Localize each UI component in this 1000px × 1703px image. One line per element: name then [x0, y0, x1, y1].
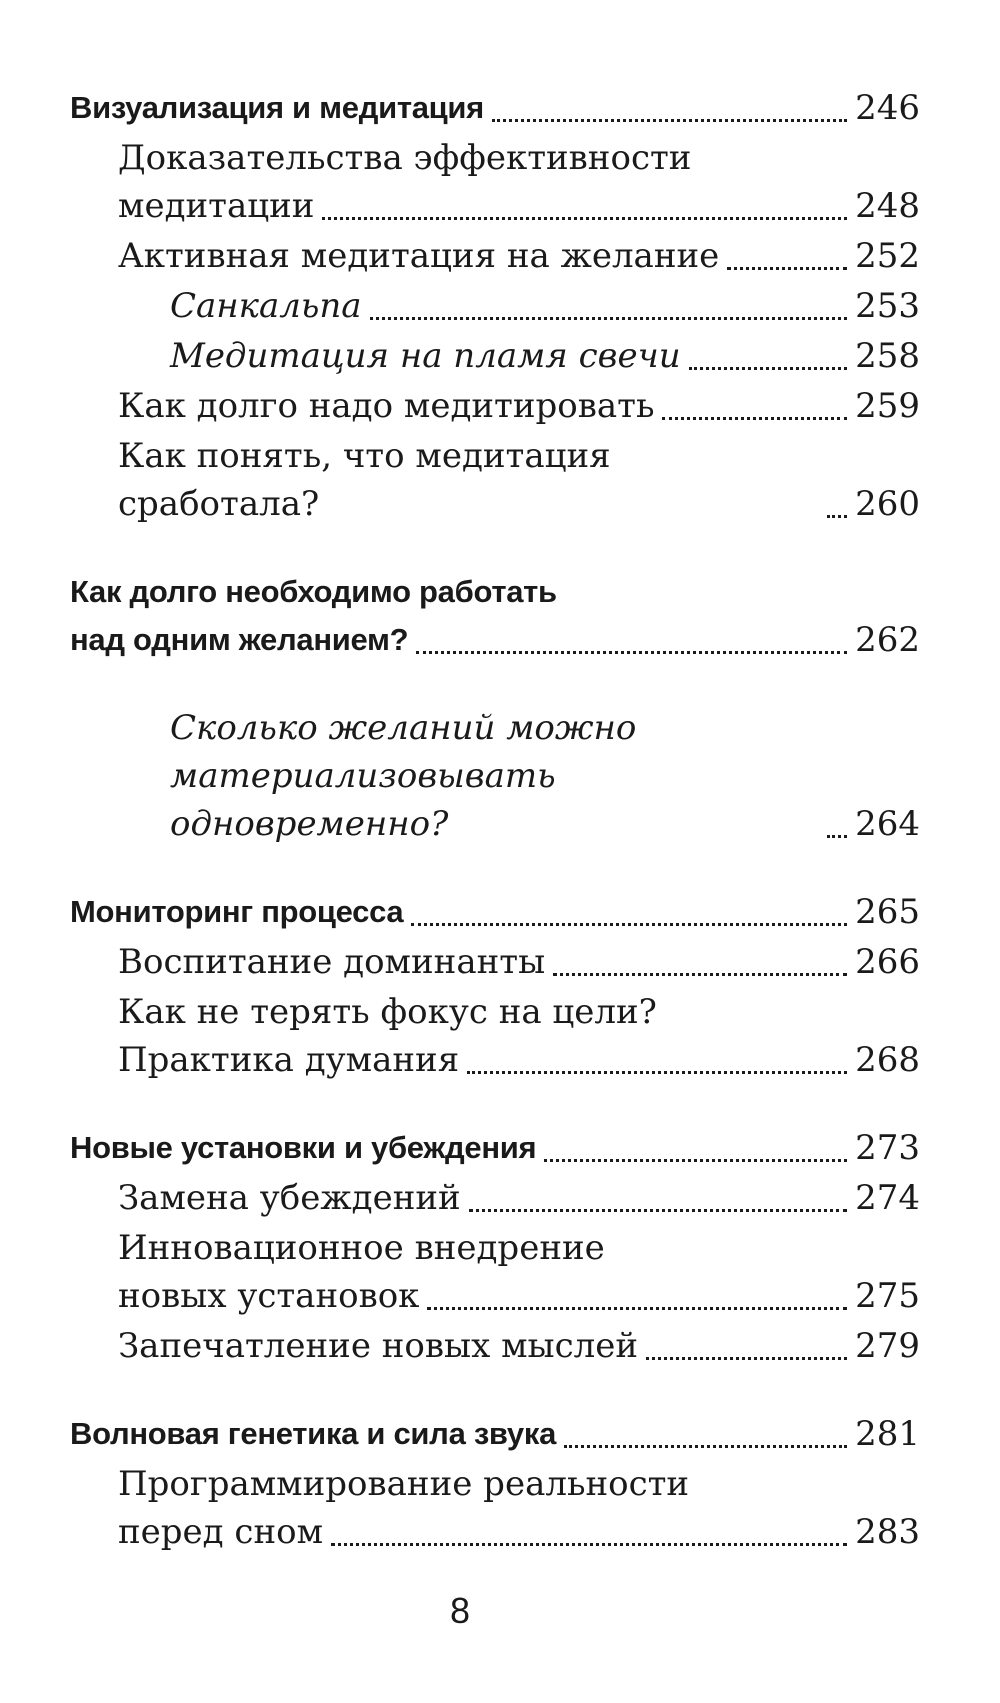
dot-leader: [469, 1209, 847, 1212]
toc-entry: [70, 84, 920, 132]
toc-entry: [70, 1174, 920, 1222]
dot-leader: [331, 1543, 847, 1546]
toc-entry: [70, 616, 920, 664]
toc-entry: [70, 888, 920, 936]
toc-entry-line: [70, 1460, 920, 1508]
toc-page-number: 262: [855, 620, 920, 660]
toc-page-number: 258: [855, 336, 920, 376]
toc-entry-title: Практика думания: [118, 1040, 460, 1080]
dot-leader: [411, 923, 847, 926]
toc-entry-title: Инновационное внедрение: [118, 1228, 605, 1268]
toc-entry: [70, 752, 920, 848]
toc-entry: [70, 432, 920, 528]
toc-entry: [70, 1272, 920, 1320]
toc-entry-title: над одним желанием?: [70, 622, 409, 657]
toc-entry: [70, 1124, 920, 1172]
toc-page-number: 275: [855, 1276, 920, 1316]
toc-entry-title: медитации: [118, 186, 315, 226]
toc-page-number: 259: [855, 386, 920, 426]
toc-page-number: 283: [855, 1512, 920, 1552]
dot-leader: [827, 835, 847, 838]
toc-entry-title: Визуализация и медитация: [70, 90, 484, 125]
toc-entry-title: Доказательства эффективности: [118, 138, 692, 178]
toc-entry-line: [70, 568, 920, 616]
toc-entry-title: Воспитание доминанты: [118, 942, 546, 982]
toc-entry-title: Мониторинг процесса: [70, 894, 404, 929]
toc-entry-title: Как понять, что медитация сработала?: [118, 436, 611, 524]
toc-entry-title: Сколько желаний можно: [170, 708, 637, 748]
dot-leader: [370, 317, 848, 320]
dot-leader: [727, 267, 847, 270]
dot-leader: [427, 1307, 847, 1310]
toc-entry-title: Как не терять фокус на цели?: [118, 992, 657, 1032]
dot-leader: [322, 217, 847, 220]
toc-page-number: 253: [855, 286, 920, 326]
toc-entry-line: [70, 704, 920, 752]
dot-leader: [467, 1071, 847, 1074]
dot-leader: [689, 367, 847, 370]
toc-entry-title: Активная медитация на желание: [118, 236, 720, 276]
toc-entry: [70, 382, 920, 430]
toc-entry-title: Программирование реальности: [118, 1464, 690, 1504]
toc-entry: [70, 1322, 920, 1370]
toc-entry: [70, 1036, 920, 1084]
toc-entry: [70, 938, 920, 986]
toc-page-number: 252: [855, 236, 920, 276]
page-number: 8: [449, 1590, 471, 1631]
toc-entry-title: перед сном: [118, 1512, 324, 1552]
toc-entry-title: Запечатление новых мыслей: [118, 1326, 639, 1366]
toc-page-number: 266: [855, 942, 920, 982]
toc-page-number: 265: [855, 892, 920, 932]
toc-entry-line: [70, 134, 920, 182]
toc-entry-title: Волновая генетика и сила звука: [70, 1416, 557, 1451]
toc-entry-line: [70, 1224, 920, 1272]
toc-entry: [70, 282, 920, 330]
dot-leader: [416, 651, 847, 654]
table-of-contents: [70, 84, 920, 1556]
dot-leader: [564, 1445, 847, 1448]
toc-page-number: 281: [855, 1414, 920, 1454]
toc-page-number: 279: [855, 1326, 920, 1366]
toc-entry: [70, 332, 920, 380]
toc-page-number: 274: [855, 1178, 920, 1218]
toc-entry-title: новых установок: [118, 1276, 420, 1316]
toc-page-number: 268: [855, 1040, 920, 1080]
toc-entry-line: [70, 988, 920, 1036]
toc-entry-title: Как долго надо медитировать: [118, 386, 655, 426]
dot-leader: [662, 417, 847, 420]
toc-entry-title: материализовывать одновременно?: [170, 756, 556, 844]
toc-page-number: 260: [855, 484, 920, 524]
dot-leader: [553, 973, 847, 976]
toc-page-number: 264: [855, 804, 920, 844]
dot-leader: [544, 1159, 847, 1162]
toc-entry-title: Медитация на пламя свечи: [170, 336, 681, 376]
toc-entry: [70, 232, 920, 280]
toc-entry-title: Как долго необходимо работать: [70, 574, 557, 609]
dot-leader: [646, 1357, 847, 1360]
toc-page-number: 246: [855, 88, 920, 128]
toc-entry-title: Замена убеждений: [118, 1178, 461, 1218]
toc-entry: [70, 182, 920, 230]
toc-entry: [70, 1508, 920, 1556]
toc-page-number: 273: [855, 1128, 920, 1168]
toc-page-number: 248: [855, 186, 920, 226]
dot-leader: [827, 515, 847, 518]
toc-entry-title: Новые установки и убеждения: [70, 1130, 537, 1165]
toc-entry-title: Санкальпа: [170, 286, 362, 326]
toc-entry: [70, 1410, 920, 1458]
dot-leader: [492, 119, 847, 122]
